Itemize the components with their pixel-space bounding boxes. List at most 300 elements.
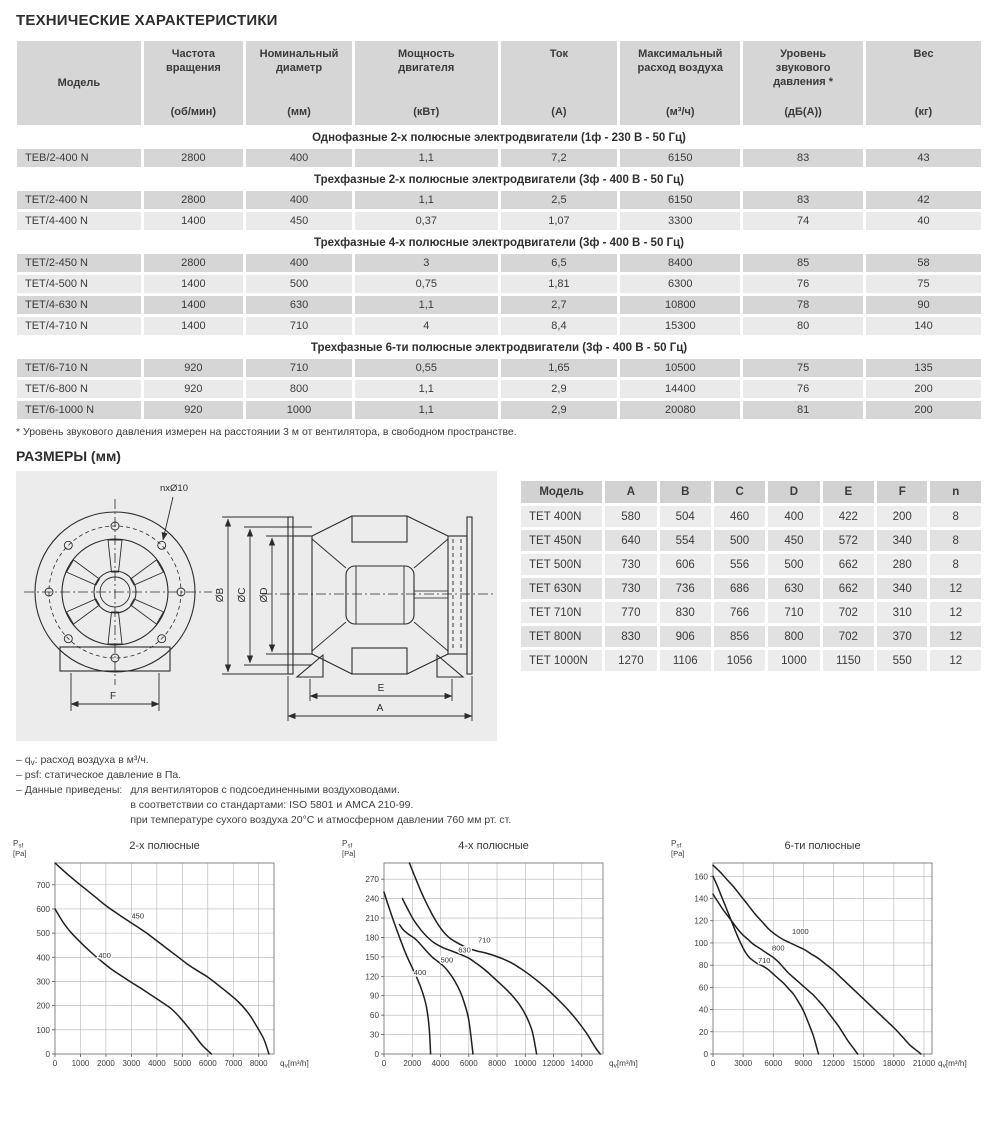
x-tick-label: 14000 xyxy=(570,1058,593,1068)
note-continuation-line: в соответствии со стандартами: ISO 5801 и AMCA 210-99. xyxy=(130,799,414,812)
bolt-holes-label: nxØ10 xyxy=(160,483,188,494)
value-cell: 12 xyxy=(930,626,981,647)
y-tick-label: 400 xyxy=(36,953,50,963)
table-row xyxy=(521,554,981,575)
value-cell: 20080 xyxy=(620,401,740,419)
value-cell: 1056 xyxy=(714,650,765,671)
section-title-row xyxy=(17,338,981,356)
value-cell: 1000 xyxy=(246,401,352,419)
table-row xyxy=(17,149,981,167)
value-cell: 8 xyxy=(930,554,981,575)
x-tick-label: 3000 xyxy=(734,1058,753,1068)
value-cell: 83 xyxy=(743,191,863,209)
column-header-text xyxy=(355,41,497,125)
model-cell: ТЕТ 630N xyxy=(521,578,602,599)
spec-table-header xyxy=(17,41,981,125)
x-tick-label: 6000 xyxy=(198,1058,217,1068)
value-cell: 1150 xyxy=(823,650,874,671)
curve-800 xyxy=(713,894,858,1054)
dims-column-header: B xyxy=(660,481,711,503)
value-cell: 200 xyxy=(877,506,927,527)
value-cell: 0,75 xyxy=(355,275,497,293)
y-axis-unit: [Pa] xyxy=(342,848,356,858)
column-header-text xyxy=(501,41,618,125)
curve-label-1000: 1000 xyxy=(792,927,809,937)
casing-top-block xyxy=(352,516,407,542)
model-cell: ТЕТ 450N xyxy=(521,530,602,551)
column-header xyxy=(743,41,863,125)
y-tick-label: 120 xyxy=(365,972,379,982)
left-foot xyxy=(297,655,323,677)
x-tick-label: 8000 xyxy=(249,1058,268,1068)
value-cell: 1,1 xyxy=(355,191,497,209)
value-cell: 6150 xyxy=(620,191,740,209)
model-cell: ТЕТ 710N xyxy=(521,602,602,623)
note-continuation xyxy=(130,783,511,828)
column-header-line: Ток xyxy=(549,48,569,60)
value-cell: 340 xyxy=(877,530,927,551)
x-tick-label: 15000 xyxy=(852,1058,875,1068)
side-view xyxy=(262,516,494,677)
value-cell: 1106 xyxy=(660,650,711,671)
dim-label-e: E xyxy=(377,683,385,694)
dims-column-header: D xyxy=(768,481,819,503)
curve-label-630: 630 xyxy=(458,945,471,955)
dims-header-row xyxy=(521,481,981,503)
value-cell: 0,55 xyxy=(355,359,497,377)
table-row xyxy=(521,602,981,623)
value-cell: 135 xyxy=(866,359,981,377)
value-cell: 81 xyxy=(743,401,863,419)
dimensions-section xyxy=(16,471,984,741)
x-tick-label: 9000 xyxy=(794,1058,813,1068)
value-cell: 1,65 xyxy=(501,359,618,377)
table-row xyxy=(17,254,981,272)
value-cell: 76 xyxy=(743,380,863,398)
column-header xyxy=(17,41,141,125)
x-tick-label: 4000 xyxy=(147,1058,166,1068)
value-cell: 830 xyxy=(660,602,711,623)
note-text: – psf: статическое давление в Па. xyxy=(16,769,182,782)
column-header xyxy=(501,41,618,125)
column-header xyxy=(866,41,981,125)
chart-title: 4-х полюсные xyxy=(458,839,529,852)
value-cell: 8400 xyxy=(620,254,740,272)
y-tick-label: 60 xyxy=(369,1011,379,1021)
section-title-row xyxy=(17,128,981,146)
column-header-unit: (м³/ч) xyxy=(666,106,695,119)
y-tick-label: 600 xyxy=(36,904,50,914)
value-cell: 200 xyxy=(866,380,981,398)
column-header-unit: (мм) xyxy=(287,106,311,119)
column-header-text xyxy=(144,41,243,125)
value-cell: 856 xyxy=(714,626,765,647)
y-axis-unit: [Pa] xyxy=(671,848,685,858)
column-header-lines xyxy=(913,48,933,62)
y-tick-label: 240 xyxy=(365,894,379,904)
x-axis-label: qv[m³/h] xyxy=(609,1058,638,1070)
x-axis-label: qv[m³/h] xyxy=(938,1058,967,1070)
model-cell: ТЕТ 400N xyxy=(521,506,602,527)
value-cell: 450 xyxy=(246,212,352,230)
model-cell: ТЕТ/4-500 N xyxy=(17,275,141,293)
column-header-lines xyxy=(398,48,455,76)
value-cell: 710 xyxy=(246,317,352,335)
model-cell: ТЕТ/6-800 N xyxy=(17,380,141,398)
column-header-lines xyxy=(260,48,339,76)
value-cell: 400 xyxy=(768,506,819,527)
value-cell: 572 xyxy=(823,530,874,551)
table-row xyxy=(521,626,981,647)
model-cell: ТЕТ/6-710 N xyxy=(17,359,141,377)
value-cell: 770 xyxy=(605,602,656,623)
dims-table xyxy=(518,478,984,674)
model-cell: ТЕТ/6-1000 N xyxy=(17,401,141,419)
value-cell: 78 xyxy=(743,296,863,314)
value-cell: 400 xyxy=(246,254,352,272)
value-cell: 1400 xyxy=(144,275,243,293)
x-tick-label: 21000 xyxy=(912,1058,936,1068)
x-tick-label: 4000 xyxy=(431,1058,450,1068)
x-tick-label: 12000 xyxy=(822,1058,845,1068)
table-row xyxy=(17,296,981,314)
x-tick-label: 3000 xyxy=(122,1058,141,1068)
x-tick-label: 6000 xyxy=(459,1058,478,1068)
value-cell: 800 xyxy=(246,380,352,398)
curve-label-500: 500 xyxy=(440,955,454,965)
y-tick-label: 80 xyxy=(698,961,708,971)
value-cell: 504 xyxy=(660,506,711,527)
y-tick-label: 20 xyxy=(698,1027,708,1037)
value-cell: 2,9 xyxy=(501,401,618,419)
dim-label-f: F xyxy=(109,691,117,702)
value-cell: 8 xyxy=(930,506,981,527)
value-cell: 83 xyxy=(743,149,863,167)
table-row xyxy=(521,506,981,527)
column-header xyxy=(246,41,352,125)
value-cell: 1,1 xyxy=(355,149,497,167)
value-cell: 74 xyxy=(743,212,863,230)
value-cell: 3300 xyxy=(620,212,740,230)
dims-column-header: C xyxy=(714,481,765,503)
column-header-line: Вес xyxy=(913,48,934,60)
column-header-line: Мощность xyxy=(397,48,455,60)
curve-1000 xyxy=(713,865,921,1054)
column-header-line: давления * xyxy=(773,75,834,88)
value-cell: 920 xyxy=(144,359,243,377)
column-header-line: Частота xyxy=(171,48,215,60)
section-title: Трехфазные 6-ти полюсные электродвигатели (3ф - 400 В - 50 Гц) xyxy=(17,338,981,356)
value-cell: 75 xyxy=(866,275,981,293)
column-header-unit: (кг) xyxy=(914,106,933,119)
value-cell: 7,2 xyxy=(501,149,618,167)
value-cell: 6,5 xyxy=(501,254,618,272)
value-cell: 370 xyxy=(877,626,927,647)
column-header-text xyxy=(743,41,863,125)
x-tick-label: 7000 xyxy=(224,1058,243,1068)
x-tick-label: 0 xyxy=(381,1058,387,1068)
value-cell: 686 xyxy=(714,578,765,599)
x-tick-label: 8000 xyxy=(488,1058,506,1068)
value-cell: 640 xyxy=(605,530,656,551)
y-tick-label: 210 xyxy=(365,914,379,924)
column-header-text xyxy=(17,41,141,125)
section-title-row xyxy=(17,170,981,188)
column-header xyxy=(355,41,497,125)
curve-label-710: 710 xyxy=(478,935,491,945)
value-cell: 460 xyxy=(714,506,765,527)
value-cell: 1,1 xyxy=(355,401,497,419)
value-cell: 2,5 xyxy=(501,191,618,209)
front-view xyxy=(24,497,212,685)
y-tick-label: 100 xyxy=(36,1025,50,1035)
column-header-unit: (кВт) xyxy=(413,106,440,119)
value-cell: 58 xyxy=(866,254,981,272)
bolt-leader-line xyxy=(163,497,173,540)
section-title: Однофазные 2-х полюсные электродвигатели (1ф - 230 В - 50 Гц) xyxy=(17,128,981,146)
notes-block xyxy=(16,753,1000,828)
dims-column-header: F xyxy=(877,481,927,503)
x-tick-label: 1000 xyxy=(71,1058,90,1068)
right-collar xyxy=(448,536,467,654)
value-cell: 730 xyxy=(605,578,656,599)
section-title: Трехфазные 2-х полюсные электродвигатели (3ф - 400 В - 50 Гц) xyxy=(17,170,981,188)
table-row xyxy=(17,191,981,209)
value-cell: 10800 xyxy=(620,296,740,314)
section-title-row xyxy=(17,233,981,251)
note-continuation-line: для вентиляторов с подсоединенными воздуховодами. xyxy=(130,784,400,797)
value-cell: 450 xyxy=(768,530,819,551)
value-cell: 80 xyxy=(743,317,863,335)
motor-shaft xyxy=(414,591,448,598)
value-cell: 920 xyxy=(144,380,243,398)
column-header-line: Номинальный xyxy=(259,48,339,60)
note-line xyxy=(16,753,1000,768)
dims-column-header: Модель xyxy=(521,481,602,503)
value-cell: 1,81 xyxy=(501,275,618,293)
dim-label-a: A xyxy=(376,703,384,714)
x-tick-label: 0 xyxy=(52,1058,58,1068)
model-cell: ТЕТ/4-400 N xyxy=(17,212,141,230)
table-row xyxy=(17,401,981,419)
value-cell: 920 xyxy=(144,401,243,419)
value-cell: 40 xyxy=(866,212,981,230)
x-tick-label: 18000 xyxy=(882,1058,905,1068)
value-cell: 8 xyxy=(930,530,981,551)
page-title: ТЕХНИЧЕСКИЕ ХАРАКТЕРИСТИКИ xyxy=(16,12,278,29)
right-flange xyxy=(467,517,472,674)
note-continuation-line: при температуре сухого воздуха 20°C и атмосферном давлении 760 мм рт. ст. xyxy=(130,814,512,827)
dim-label-dd: ØD xyxy=(259,587,270,603)
value-cell: 554 xyxy=(660,530,711,551)
fan-curve-chart-1 xyxy=(10,836,332,1094)
dimensional-drawing xyxy=(16,471,497,741)
value-cell: 2,7 xyxy=(501,296,618,314)
value-cell: 76 xyxy=(743,275,863,293)
fan-curve-chart-2 xyxy=(339,836,661,1094)
column-header-text xyxy=(246,41,352,125)
value-cell: 662 xyxy=(823,578,874,599)
y-tick-label: 140 xyxy=(694,894,708,904)
value-cell: 14400 xyxy=(620,380,740,398)
value-cell: 10500 xyxy=(620,359,740,377)
y-tick-label: 100 xyxy=(694,938,708,948)
right-foot xyxy=(437,655,463,677)
section-title: Трехфазные 4-х полюсные электродвигатели (3ф - 400 В - 50 Гц) xyxy=(17,233,981,251)
value-cell: 340 xyxy=(877,578,927,599)
y-tick-label: 40 xyxy=(698,1005,708,1015)
table-row xyxy=(17,380,981,398)
table-row xyxy=(521,650,981,671)
column-header-line: Максимальный xyxy=(638,48,723,60)
value-cell: 1400 xyxy=(144,317,243,335)
table-row xyxy=(17,359,981,377)
value-cell: 43 xyxy=(866,149,981,167)
value-cell: 200 xyxy=(866,401,981,419)
x-tick-label: 2000 xyxy=(403,1058,422,1068)
note-text: – Данные приведены: xyxy=(16,784,123,797)
y-tick-label: 90 xyxy=(369,991,379,1001)
column-header-line: вращения xyxy=(165,61,221,74)
y-tick-label: 60 xyxy=(698,983,708,993)
y-tick-label: 120 xyxy=(694,916,708,926)
x-axis-label: qv[m³/h] xyxy=(280,1058,309,1070)
dims-column-header: A xyxy=(605,481,656,503)
value-cell: 500 xyxy=(246,275,352,293)
x-tick-label: 0 xyxy=(710,1058,716,1068)
value-cell: 12 xyxy=(930,602,981,623)
value-cell: 90 xyxy=(866,296,981,314)
y-tick-label: 180 xyxy=(365,933,379,943)
value-cell: 500 xyxy=(768,554,819,575)
value-cell: 15300 xyxy=(620,317,740,335)
value-cell: 702 xyxy=(823,602,874,623)
model-cell: ТЕВ/2-400 N xyxy=(17,149,141,167)
x-tick-label: 12000 xyxy=(542,1058,565,1068)
note-line xyxy=(16,768,1000,783)
dims-column-header: n xyxy=(930,481,981,503)
value-cell: 1400 xyxy=(144,296,243,314)
value-cell: 830 xyxy=(605,626,656,647)
column-header xyxy=(144,41,243,125)
column-header-text xyxy=(866,41,981,125)
table-row xyxy=(17,212,981,230)
value-cell: 766 xyxy=(714,602,765,623)
column-header-lines xyxy=(550,48,568,62)
value-cell: 1000 xyxy=(768,650,819,671)
x-tick-label: 6000 xyxy=(764,1058,783,1068)
left-flange xyxy=(288,517,293,674)
y-axis-label: Psf xyxy=(342,838,353,850)
spec-header-row xyxy=(17,41,981,125)
spec-table xyxy=(14,38,984,422)
sound-level-footnote: * Уровень звукового давления измерен на расстоянии 3 м от вентилятора, в свободном пространстве. xyxy=(16,426,517,438)
model-cell: ТЕТ/4-710 N xyxy=(17,317,141,335)
value-cell: 400 xyxy=(246,191,352,209)
value-cell: 85 xyxy=(743,254,863,272)
value-cell: 1,1 xyxy=(355,380,497,398)
y-tick-label: 700 xyxy=(36,880,50,890)
note-text: – $q_v$: расход воздуха в м³/ч. xyxy=(16,754,149,767)
note-line xyxy=(16,783,1000,828)
value-cell: 550 xyxy=(877,650,927,671)
y-tick-label: 150 xyxy=(365,952,379,962)
y-tick-label: 300 xyxy=(36,977,50,987)
x-tick-label: 10000 xyxy=(514,1058,537,1068)
value-cell: 710 xyxy=(246,359,352,377)
value-cell: 8,4 xyxy=(501,317,618,335)
value-cell: 6300 xyxy=(620,275,740,293)
curve-label-710: 710 xyxy=(757,955,771,965)
dims-table-header xyxy=(521,481,981,503)
column-header-unit: (А) xyxy=(551,106,567,119)
y-tick-label: 30 xyxy=(369,1030,379,1040)
value-cell: 800 xyxy=(768,626,819,647)
curve-label-400: 400 xyxy=(413,967,427,977)
column-header-line: Модель xyxy=(57,77,101,90)
table-row xyxy=(17,317,981,335)
model-cell: ТЕТ/4-630 N xyxy=(17,296,141,314)
column-header-text xyxy=(620,41,740,125)
model-cell: ТЕТ/2-400 N xyxy=(17,191,141,209)
value-cell: 736 xyxy=(660,578,711,599)
value-cell: 606 xyxy=(660,554,711,575)
chart-title: 6-ти полюсные xyxy=(784,839,861,852)
dims-column-header: E xyxy=(823,481,874,503)
table-row xyxy=(521,578,981,599)
value-cell: 75 xyxy=(743,359,863,377)
value-cell: 4 xyxy=(355,317,497,335)
value-cell: 280 xyxy=(877,554,927,575)
table-row xyxy=(17,275,981,293)
drawing-panel xyxy=(16,471,497,741)
value-cell: 1,07 xyxy=(501,212,618,230)
dimension-lines xyxy=(71,517,472,721)
value-cell: 3 xyxy=(355,254,497,272)
value-cell: 906 xyxy=(660,626,711,647)
value-cell: 6150 xyxy=(620,149,740,167)
x-tick-label: 5000 xyxy=(173,1058,192,1068)
y-tick-label: 0 xyxy=(45,1049,50,1059)
charts-row xyxy=(0,836,1000,1094)
impeller-section xyxy=(453,539,461,651)
fan-curve-chart-3 xyxy=(668,836,990,1094)
column-header-line: звукового xyxy=(775,61,831,74)
value-cell: 2,9 xyxy=(501,380,618,398)
value-cell: 2800 xyxy=(144,191,243,209)
value-cell: 730 xyxy=(605,554,656,575)
value-cell: 662 xyxy=(823,554,874,575)
value-cell: 556 xyxy=(714,554,765,575)
value-cell: 702 xyxy=(823,626,874,647)
y-tick-label: 200 xyxy=(36,1001,50,1011)
dim-label-db: ØB xyxy=(215,587,226,603)
y-axis-label: Psf xyxy=(671,838,682,850)
value-cell: 310 xyxy=(877,602,927,623)
column-header-line: двигателя xyxy=(398,61,455,74)
table-row xyxy=(521,530,981,551)
column-header-lines xyxy=(638,48,724,76)
y-tick-label: 500 xyxy=(36,929,50,939)
y-tick-label: 160 xyxy=(694,872,708,882)
curve-710 xyxy=(409,863,600,1054)
value-cell: 630 xyxy=(246,296,352,314)
model-cell: ТЕТ/2-450 N xyxy=(17,254,141,272)
value-cell: 1,1 xyxy=(355,296,497,314)
y-axis-label: Psf xyxy=(13,838,24,850)
y-tick-label: 270 xyxy=(365,875,379,885)
curve-450 xyxy=(55,863,269,1054)
